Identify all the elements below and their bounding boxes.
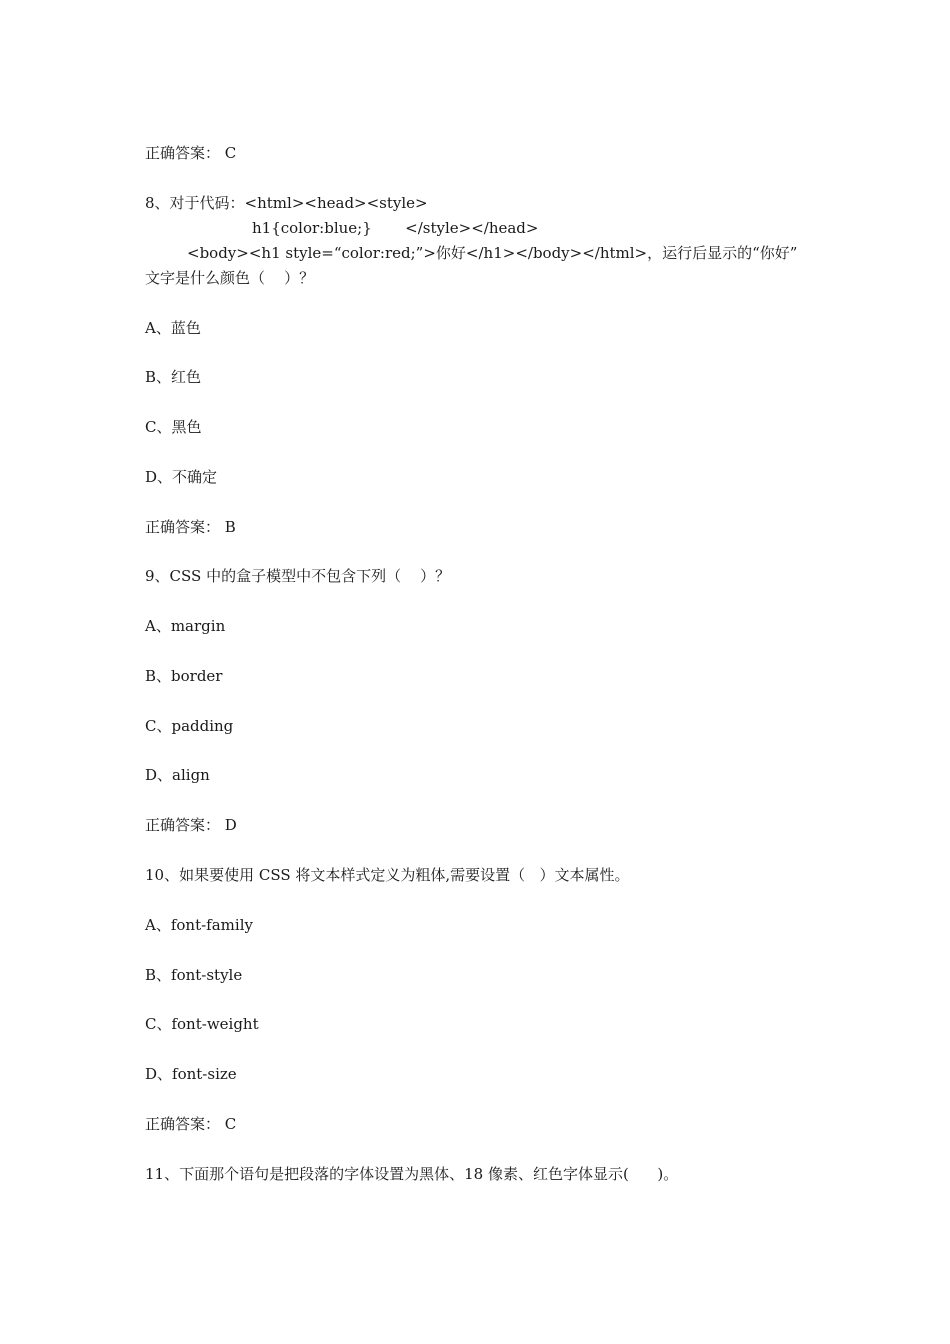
option-d: D、不确定 (145, 468, 218, 486)
question-10-stem: 10、如果要使用 CSS 将文本样式定义为粗体,需要设置（ ）文本属性。 (145, 866, 630, 884)
answer-line: 正确答案： C (145, 1115, 237, 1133)
option-a: A、蓝色 (145, 319, 201, 337)
answer-line: 正确答案： D (145, 816, 237, 834)
answer-line: 正确答案： B (145, 518, 236, 536)
option-c: C、font-weight (145, 1015, 259, 1033)
option-b: B、border (145, 667, 223, 685)
option-d: D、font-size (145, 1065, 237, 1083)
question-9-stem: 9、CSS 中的盒子模型中不包含下列（ ）？ (145, 567, 451, 585)
option-c: C、黑色 (145, 418, 202, 436)
question-8-code-line: h1{color:blue;} </style></head> (252, 219, 539, 237)
question-11-stem: 11、下面那个语句是把段落的字体设置为黑体、18 像素、红色字体显示( )。 (145, 1165, 679, 1183)
answer-line: 正确答案： C (145, 144, 237, 162)
option-c: C、padding (145, 717, 234, 735)
option-b: B、font-style (145, 966, 243, 984)
question-8-code-line: <body><h1 style=“color:red;”>你好</h1></body></html>，运行后显示的“你好” (187, 244, 798, 262)
question-8-stem: 8、对于代码：<html><head><style> (145, 194, 428, 212)
option-b: B、红色 (145, 368, 202, 386)
option-d: D、align (145, 766, 210, 784)
question-8-stem-continued: 文字是什么颜色（ ）？ (145, 269, 315, 287)
option-a: A、font-family (145, 916, 253, 934)
option-a: A、margin (145, 617, 226, 635)
